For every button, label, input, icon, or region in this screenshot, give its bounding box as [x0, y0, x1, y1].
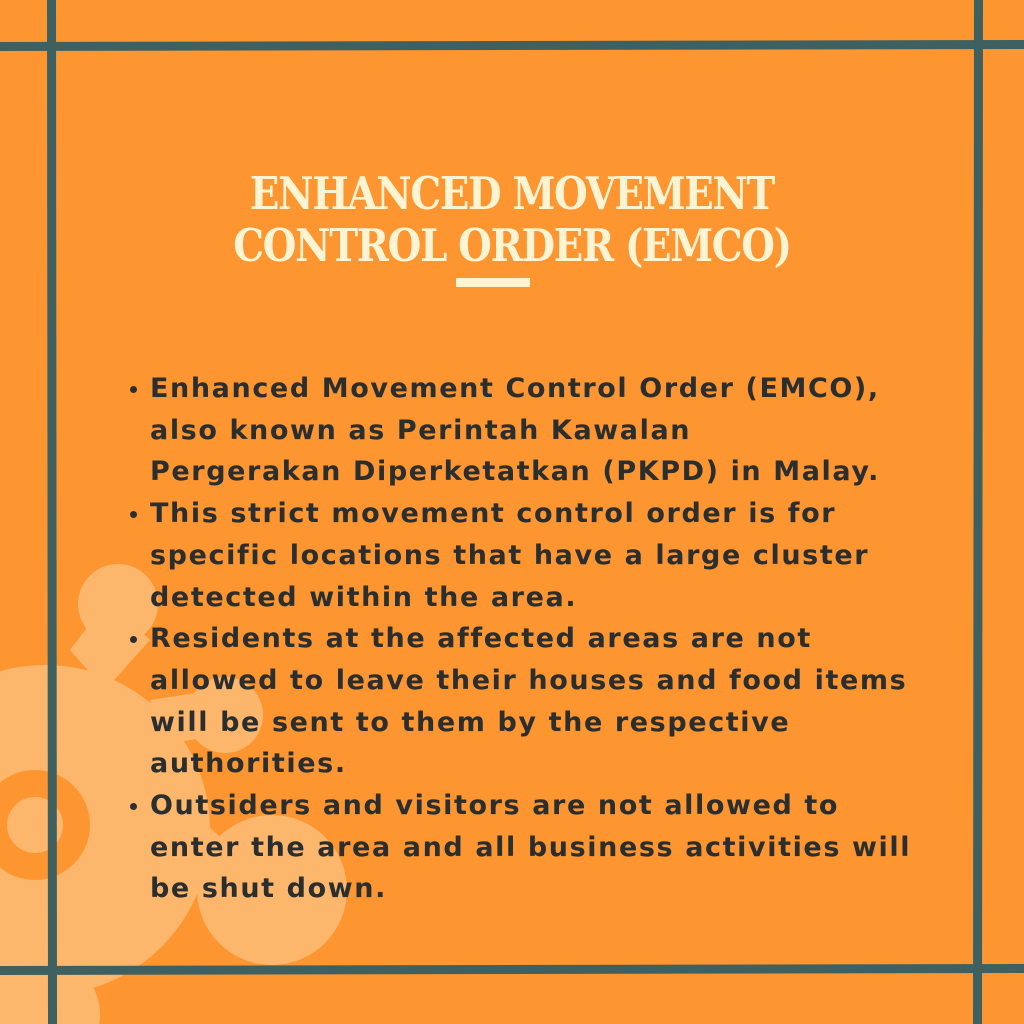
- bullet-line: Residents at the affected areas are not: [150, 623, 812, 655]
- bullet-line: detected within the area.: [150, 581, 578, 613]
- title-line-2: CONTROL ORDER (EMCO): [233, 219, 791, 272]
- bullet-line: Enhanced Movement Control Order (EMCO),: [150, 373, 880, 404]
- bullet-line: will be sent to them by the respective: [150, 706, 791, 738]
- bullet-line: Pergerakan Diperketatkan (PKPD) in Malay.: [150, 456, 880, 488]
- bullet-item: [150, 368, 950, 493]
- page-title: [192, 168, 832, 272]
- bullet-line: allowed to leave their houses and food items: [150, 664, 908, 696]
- bullet-dot: [130, 803, 137, 810]
- bullet-line: also known as Perintah Kawalan: [150, 414, 692, 446]
- bullet-line: enter the area and all business activities will: [150, 831, 912, 863]
- bullet-item: [150, 618, 950, 785]
- bullet-line: Outsiders and visitors are not allowed to: [150, 790, 840, 822]
- title-line-1: ENHANCED MOVEMENT: [249, 167, 775, 220]
- title-underline: [456, 278, 530, 287]
- bullet-line: This strict movement control order is for: [150, 498, 837, 530]
- bullet-line: specific locations that have a large cluster: [150, 539, 870, 571]
- bullet-item: [150, 493, 950, 618]
- bullet-item: [150, 785, 950, 910]
- bullet-list: [150, 368, 950, 910]
- bullet-dot: [130, 386, 137, 393]
- bullet-line: be shut down.: [150, 873, 387, 905]
- bullet-line: authorities.: [150, 748, 347, 780]
